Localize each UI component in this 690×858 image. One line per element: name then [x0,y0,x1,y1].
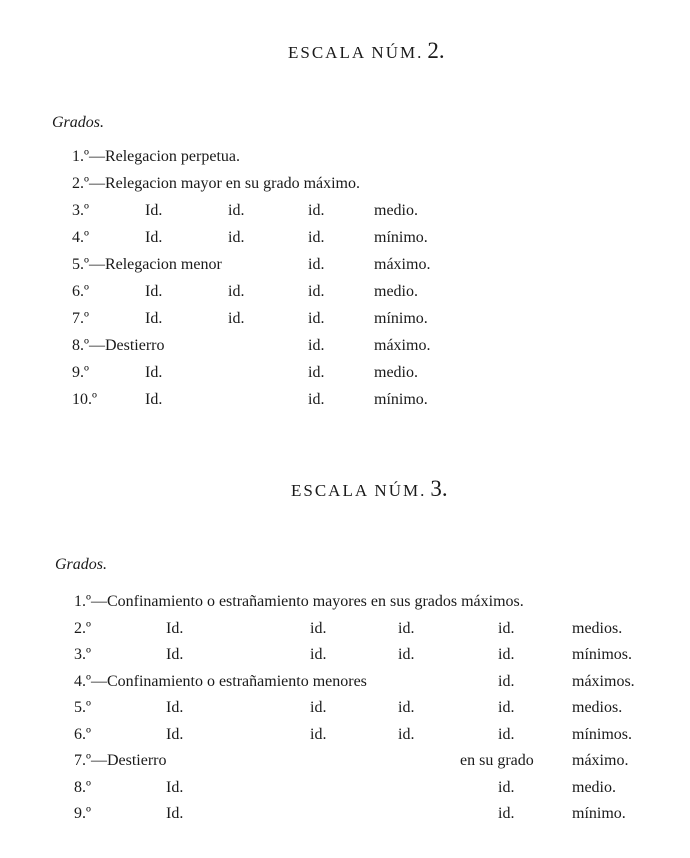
escala-3-title [291,476,448,502]
cell-c: id. [308,229,325,246]
cell-n: 5.º—Relegacion menor [72,256,222,273]
cell-n: 2.º—Relegacion mayor en su grado máximo. [72,175,360,192]
cell-a: Id. [145,229,163,246]
cell-e: mínimos. [572,725,633,743]
cell-d: medio. [374,364,418,381]
cell-n: 3.º [74,646,91,663]
cell-c: id. [308,202,325,219]
cell-b: id. [310,699,327,716]
cell-b: id. [310,725,327,743]
cell-c: id. [308,310,325,327]
escala-3-number: 3. [430,476,448,501]
table-row [0,802,690,826]
cell-a: Id. [145,391,163,408]
cell-d: id. [498,725,515,743]
table-row [0,253,690,277]
cell-c: id. [398,725,415,743]
cell-a: Id. [145,283,163,300]
escala-2-title [288,38,445,64]
escala-2-number: 2. [427,38,445,63]
cell-b: id. [228,229,245,246]
cell-a: Id. [166,778,184,796]
cell-n: 3.º [72,202,89,219]
cell-d: id. [498,699,515,716]
table-row [0,670,690,694]
cell-e: mínimos. [572,646,633,663]
cell-c: id. [308,283,325,300]
cell-c: id. [398,646,415,663]
cell-c: id. [398,619,415,637]
cell-a: Id. [166,619,184,637]
cell-c: id. [308,256,325,273]
table-row [0,388,690,412]
cell-e: medio. [572,778,616,796]
cell-d: mínimo. [374,391,428,408]
table-row [0,643,690,667]
cell-a: Id. [166,646,184,663]
table-row [0,280,690,304]
cell-n: 2.º [74,619,91,637]
cell-a: Id. [145,364,163,381]
cell-n: 8.º [74,778,91,796]
table-row [0,776,690,800]
cell-c: id. [308,391,325,408]
table-row [0,334,690,358]
cell-n: 8.º—Destierro [72,337,165,354]
escala-3-title-text: ESCALA NÚM. [291,481,427,500]
cell-a: Id. [166,725,184,743]
cell-a: Id. [145,202,163,219]
cell-b: id. [228,202,245,219]
cell-n: 4.º—Confinamiento o estrañamiento menores [74,672,367,690]
cell-n: 4.º [72,229,89,246]
cell-b: id. [228,283,245,300]
cell-d: id. [498,646,515,663]
cell-c: id. [308,337,325,354]
cell-n: 1.º—Relegacion perpetua. [72,148,241,165]
cell-d: mínimo. [374,229,428,246]
table-row [0,590,690,614]
cell-d: máximo. [374,337,431,354]
table-row [0,226,690,250]
cell-c: id. [398,699,415,716]
cell-e: medios. [572,699,623,716]
table-row [0,199,690,223]
table-row [0,617,690,641]
cell-c: id. [308,364,325,381]
cell-d: id. [498,619,515,637]
cell-d: id. [498,672,515,690]
cell-n: 5.º [74,699,91,716]
cell-e: medios. [572,619,623,637]
cell-b: id. [310,619,327,637]
cell-n: 9.º [72,364,89,381]
cell-n: 7.º—Destierro [74,752,167,769]
escala-2-grados-label: Grados. [52,114,105,131]
table-row [0,749,690,773]
cell-a: Id. [166,805,184,822]
cell-b: id. [310,646,327,663]
cell-d: en su grado [460,752,534,769]
escala-2-title-text: ESCALA NÚM. [288,43,424,62]
cell-d: medio. [374,202,418,219]
escala-3-grados-label: Grados. [55,556,108,573]
table-row [0,145,690,169]
table-row [0,172,690,196]
cell-n: 7.º [72,310,89,327]
cell-d: máximo. [374,256,431,273]
cell-a: Id. [145,310,163,327]
cell-n: 10.º [72,391,97,408]
table-row [0,723,690,747]
table-row [0,696,690,720]
cell-n: 9.º [74,805,91,822]
cell-b: id. [228,310,245,327]
cell-n: 6.º [72,283,89,300]
cell-e: mínimo. [572,805,626,822]
cell-n: 1.º—Confinamiento o estrañamiento mayores en sus grados máximos. [74,593,524,610]
cell-d: id. [498,778,515,796]
cell-d: id. [498,805,515,822]
cell-d: medio. [374,283,418,300]
cell-a: Id. [166,699,184,716]
cell-n: 6.º [74,725,91,743]
cell-e: máximos. [572,672,635,690]
table-row [0,307,690,331]
table-row [0,361,690,385]
cell-d: mínimo. [374,310,428,327]
cell-e: máximo. [572,752,629,769]
